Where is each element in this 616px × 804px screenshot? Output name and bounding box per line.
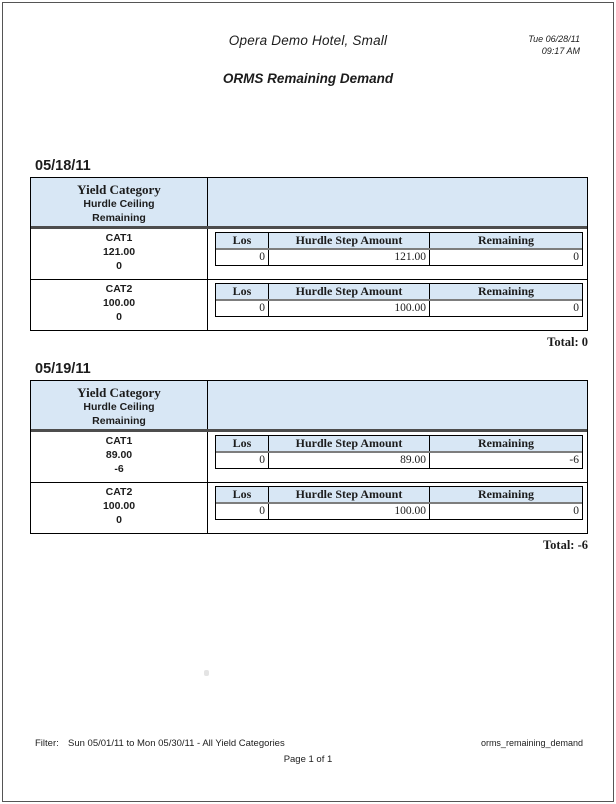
yield-category-label: Yield Category	[77, 385, 161, 400]
los-header: Los	[216, 436, 269, 451]
hurdle-step-amount-value: 121.00	[269, 250, 430, 265]
hurdle-ceiling-label: Hurdle Ceiling	[83, 401, 155, 413]
remaining-header: Remaining	[477, 487, 534, 501]
step-remaining-value: 0	[573, 251, 579, 263]
category-name: CAT2	[105, 283, 133, 295]
remaining-header: Remaining	[477, 233, 534, 247]
header-spacer-cell	[208, 178, 587, 226]
hurdle-step-amount-header: Hurdle Step Amount	[269, 284, 430, 299]
los-value: 0	[216, 453, 269, 468]
yield-category-header-cell	[31, 178, 208, 226]
section-date: 05/19/11	[35, 361, 91, 377]
yield-category-label: Yield Category	[77, 182, 161, 197]
category-name: CAT2	[105, 486, 133, 498]
header-spacer-cell	[208, 381, 587, 429]
detail-cell	[208, 432, 587, 482]
remaining-value: 0	[116, 260, 122, 272]
los-value: 0	[216, 250, 269, 265]
remaining-value: 0	[116, 311, 122, 323]
category-name: CAT1	[105, 232, 133, 244]
table-row	[31, 432, 587, 482]
detail-cell	[208, 483, 587, 533]
hurdle-ceiling-value: 121.00	[102, 246, 136, 258]
step-remaining-value: 0	[573, 505, 579, 517]
section-total: Total: -6	[542, 538, 588, 552]
filter-value: Sun 05/01/11 to Mon 05/30/11 - All Yield Categories	[68, 738, 285, 749]
hurdle-step-amount-value: 89.00	[269, 453, 430, 468]
table-row	[31, 482, 587, 533]
detail-cell	[208, 280, 587, 330]
step-table-header	[216, 436, 582, 453]
date-section-1	[0, 158, 616, 350]
step-table	[215, 486, 583, 520]
los-header: Los	[216, 284, 269, 299]
category-cell	[31, 432, 208, 482]
category-cell	[31, 229, 208, 279]
yield-table	[30, 177, 588, 331]
remaining-header: Remaining	[477, 436, 534, 450]
table-row	[31, 229, 587, 279]
hotel-name: Opera Demo Hotel, Small	[228, 33, 388, 48]
remaining-value: 0	[116, 514, 122, 526]
category-name: CAT1	[105, 435, 133, 447]
step-table	[215, 435, 583, 469]
los-header: Los	[216, 487, 269, 502]
report-file-name: orms_remaining_demand	[480, 738, 583, 748]
hurdle-step-amount-header: Hurdle Step Amount	[269, 436, 430, 451]
step-table-header	[216, 284, 582, 301]
report-date: Tue 06/28/11	[528, 34, 580, 44]
report-time: 09:17 AM	[541, 45, 580, 56]
yield-category-header-cell	[31, 381, 208, 429]
report-title: ORMS Remaining Demand	[222, 71, 394, 86]
category-cell	[31, 483, 208, 533]
filter-label: Filter:	[35, 738, 59, 749]
step-table-row	[216, 250, 582, 265]
hurdle-ceiling-value: 89.00	[105, 449, 133, 461]
step-table	[215, 283, 583, 317]
section-total: Total: 0	[547, 335, 588, 349]
step-table-row	[216, 301, 582, 316]
step-table-row	[216, 504, 582, 519]
section-date: 05/18/11	[35, 158, 91, 174]
page-number: Page 1 of 1	[283, 754, 333, 765]
hurdle-ceiling-label: Hurdle Ceiling	[83, 198, 155, 210]
remaining-label: Remaining	[92, 415, 146, 427]
table-row	[31, 279, 587, 330]
remaining-label: Remaining	[92, 212, 146, 224]
step-table-row	[216, 453, 582, 468]
remaining-value: -6	[114, 463, 124, 475]
hurdle-step-amount-value: 100.00	[269, 301, 430, 316]
hurdle-step-amount-header: Hurdle Step Amount	[269, 233, 430, 248]
step-remaining-value: -6	[569, 454, 579, 466]
step-table-header	[216, 487, 582, 504]
hurdle-step-amount-value: 100.00	[269, 504, 430, 519]
hurdle-ceiling-value: 100.00	[102, 500, 136, 512]
detail-cell	[208, 229, 587, 279]
hurdle-step-amount-header: Hurdle Step Amount	[269, 487, 430, 502]
los-header: Los	[216, 233, 269, 248]
los-value: 0	[216, 504, 269, 519]
scan-artifact	[204, 670, 209, 676]
hurdle-ceiling-value: 100.00	[102, 297, 136, 309]
los-value: 0	[216, 301, 269, 316]
category-cell	[31, 280, 208, 330]
yield-table-header	[31, 178, 587, 229]
remaining-header: Remaining	[477, 284, 534, 298]
report-datetime	[528, 34, 580, 57]
step-remaining-value: 0	[573, 302, 579, 314]
yield-table	[30, 380, 588, 534]
date-section-2	[0, 361, 616, 553]
step-table	[215, 232, 583, 266]
yield-table-header	[31, 381, 587, 432]
step-table-header	[216, 233, 582, 250]
